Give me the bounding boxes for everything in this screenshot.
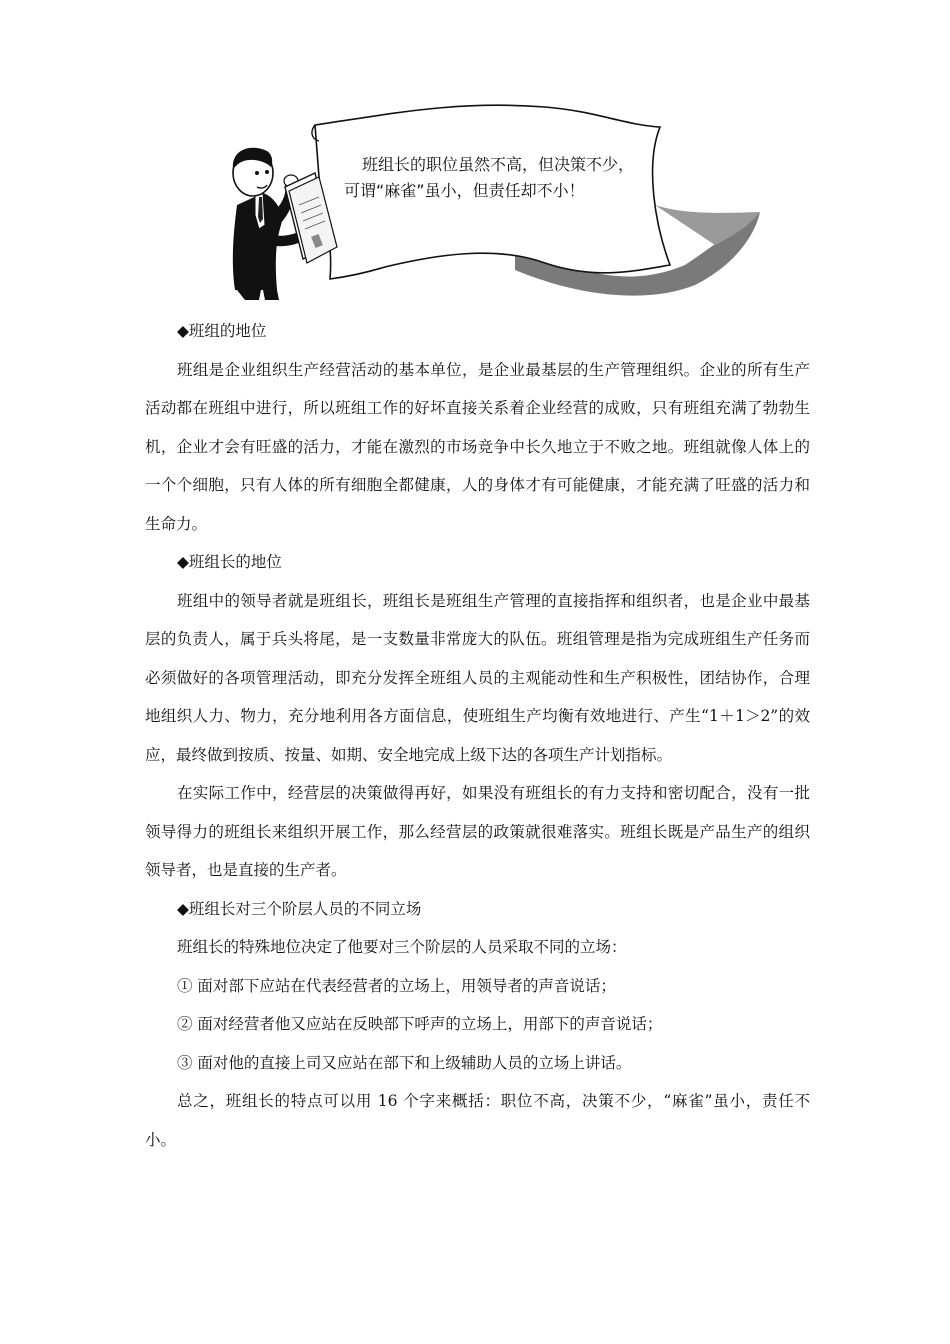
banner-line-1: 班组长的职位虽然不高，但决策不少， [362,155,635,174]
banner-text [344,152,674,204]
paragraph-summary: 总之，班组长的特点可以用 16 个字来概括：职位不高，决策不少，“麻雀”虽小，责任不小。 [145,1092,810,1149]
paragraph-team-status: 班组是企业组织生产经营活动的基本单位，是企业最基层的生产管理组织。企业的所有生产活动都在班组中进行，所以班组工作的好坏直接关系着企业经营的成败，只有班组充满了勃勃生机，企业才会有旺盛的活力，才能在激烈的市场竞争中长久地立于不败之地。班组就像人体上的一个个细胞，只有人体的所有细胞全都健康，人的身体才有可能健康，才能充满了旺盛的活力和生命力。 [145,360,810,533]
list-item: ① 面对部下应站在代表经营者的立场上，用领导者的声音说话； [177,976,616,995]
section-heading-team-status: ◆班组的地位 [177,322,267,340]
paragraph-leader-status-2: 在实际工作中，经营层的决策做得再好，如果没有班组长的有力支持和密切配合，没有一批领导得力的班组长来组织开展工作，那么经营层的政策就很难落实。班组长既是产品生产的组织领导者，也是直接的生产者。 [145,784,810,879]
paragraph-three-levels-intro: 班组长的特殊地位决定了他要对三个阶层的人员采取不同的立场： [177,938,627,956]
document-body [145,312,810,1159]
section-heading-three-levels: ◆班组长对三个阶层人员的不同立场 [177,899,422,918]
list-item: ② 面对经营者他又应站在反映部下呼声的立场上，用部下的声音说话； [177,1015,663,1033]
paragraph-leader-status-1: 班组中的领导者就是班组长，班组长是班组生产管理的直接指挥和组织者，也是企业中最基层的负责人，属于兵头将尾，是一支数量非常庞大的队伍。班组管理是指为完成班组生产任务而必须做好的各项管理活动，即充分发挥全班组人员的主观能动性和生产积极性，团结协作，合理地组织人力、物力，充分地利用各方面信息，使班组生产均衡有效地进行、产生“1＋1＞2”的效应，最终做到按质、按量、如期、安全地完成上级下达的各项生产计划指标。 [145,591,810,764]
section-heading-leader-status: ◆班组长的地位 [177,553,282,571]
banner-line-2: 可谓“麻雀”虽小，但责任却不小！ [344,181,585,200]
list-item: ③ 面对他的直接上司又应站在部下和上级辅助人员的立场上讲话。 [177,1053,632,1072]
